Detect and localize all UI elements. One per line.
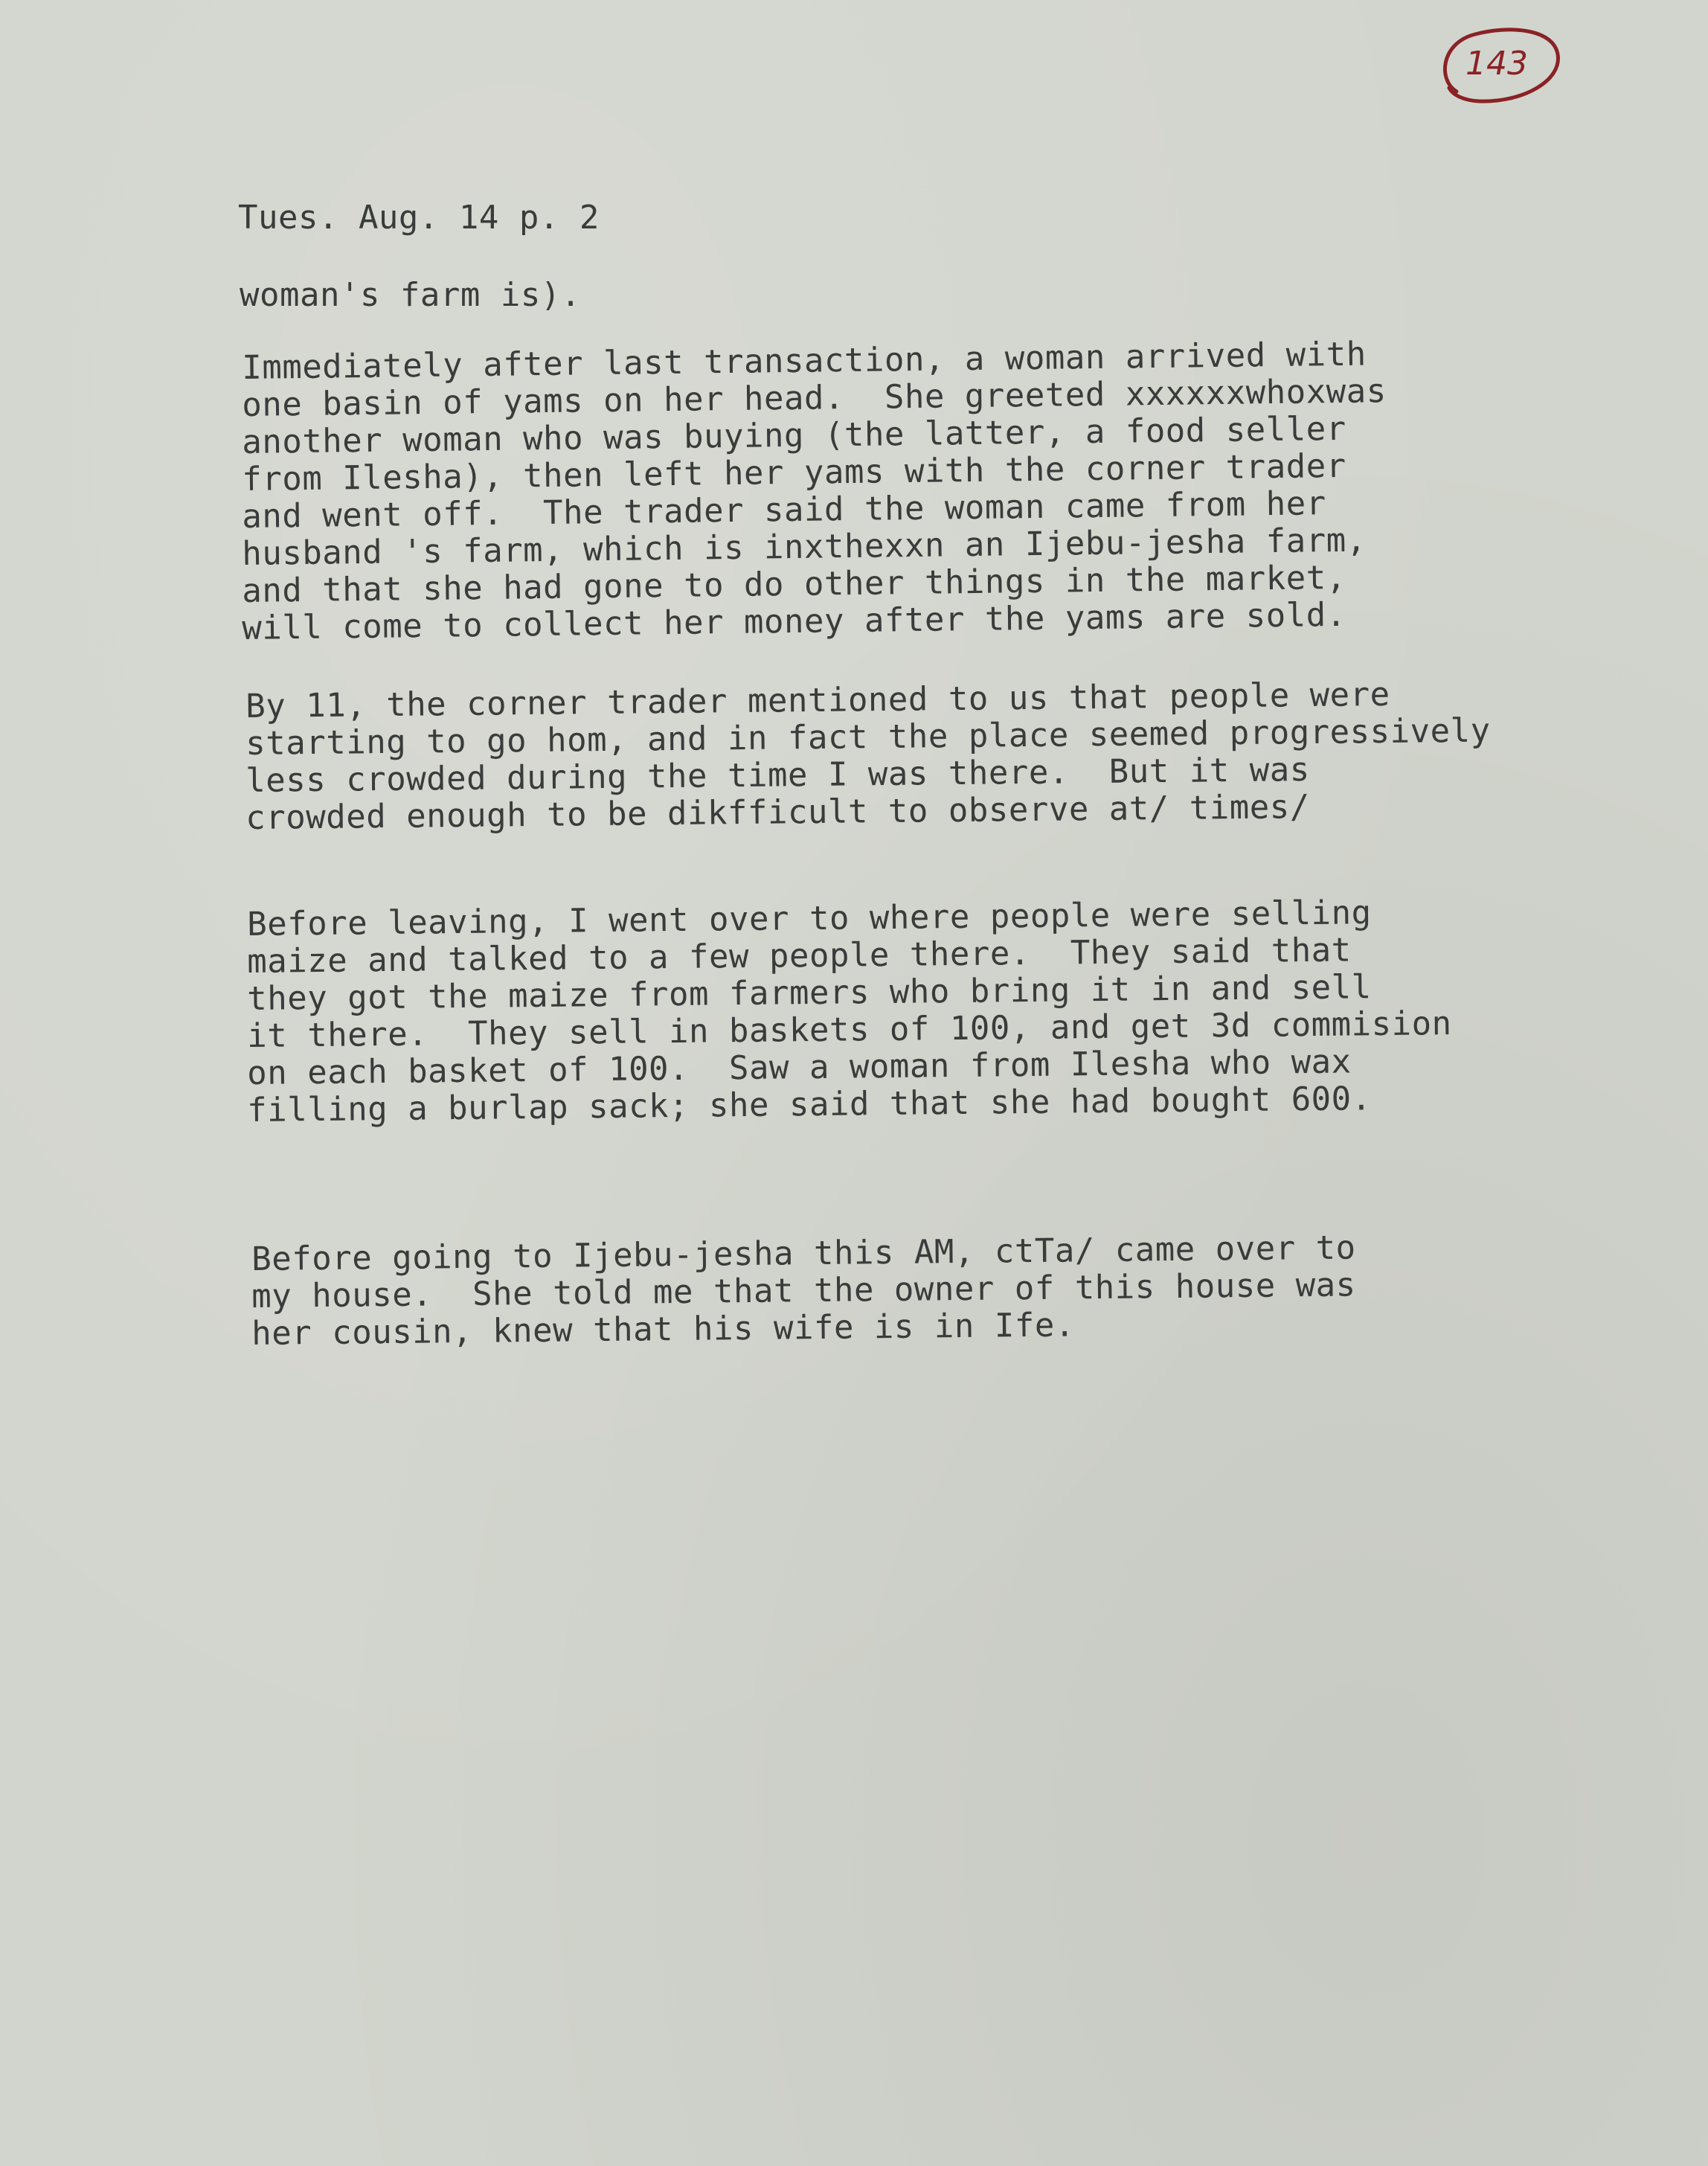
paragraph-5-line-1: Before going to Ijebu-jesha this AM, ctTa/ came over to — [251, 1228, 1356, 1278]
paragraph-5-line-2: my house. She told me that the owner of this house was — [251, 1266, 1356, 1316]
paragraph-2-line-7: and that she had gone to do other things in the market, — [241, 558, 1346, 610]
paragraph-3-line-1: By 11, the corner trader mentioned to us that people were — [245, 675, 1390, 725]
paragraph-4-line-1: Before leaving, I went over to where people were selling — [246, 894, 1372, 943]
paragraph-2-line-8: will come to collect her money after the yams are sold. — [241, 595, 1346, 647]
paragraph-2-line-1: Immediately after last transaction, a woman arrived with — [241, 335, 1367, 387]
page-header: Tues. Aug. 14 p. 2 — [238, 199, 600, 237]
paragraph-3-line-2: starting to go hom, and in fact the place seemed progressively — [245, 711, 1491, 763]
page-number-text: 143 — [1465, 45, 1528, 83]
paragraph-2-line-2: one basin of yams on her head. She greeted xxxxxxwhoxwas — [241, 372, 1387, 424]
paragraph-5-line-3: her cousin, knew that his wife is in Ife. — [251, 1306, 1076, 1353]
paragraph-4-line-2: maize and talked to a few people there. They said that — [246, 931, 1352, 981]
paragraph-3-line-4: crowded enough to be dikfficult to observe at/ times/ — [245, 788, 1310, 837]
paragraph-4-line-5: on each basket of 100. Saw a woman from Ilesha who wax — [246, 1042, 1352, 1092]
paragraph-4-line-3: they got the maize from farmers who bring it in and sell — [246, 968, 1372, 1018]
paragraph-2-line-5: and went off. The trader said the woman came from her — [241, 484, 1326, 536]
paragraph-1-line-1: woman's farm is). — [240, 276, 581, 314]
paragraph-3-line-3: less crowded during the time I was there. But it was — [245, 751, 1310, 800]
paragraph-2-line-3: another woman who was buying (the latter, a food seller — [241, 409, 1346, 461]
paragraph-2-line-6: husband 's farm, which is inxthexxn an Ijebu-jesha farm, — [241, 521, 1367, 573]
paragraph-2-line-4: from Ilesha), then left her yams with the corner trader — [241, 446, 1346, 499]
paragraph-4-line-4: it there. They sell in baskets of 100, and get 3d commision — [246, 1005, 1452, 1055]
page-number-circle-icon — [1434, 21, 1562, 109]
handwritten-page-number — [1434, 21, 1562, 109]
paragraph-4-line-6: filling a burlap sack; she said that she had bought 600. — [246, 1080, 1372, 1130]
